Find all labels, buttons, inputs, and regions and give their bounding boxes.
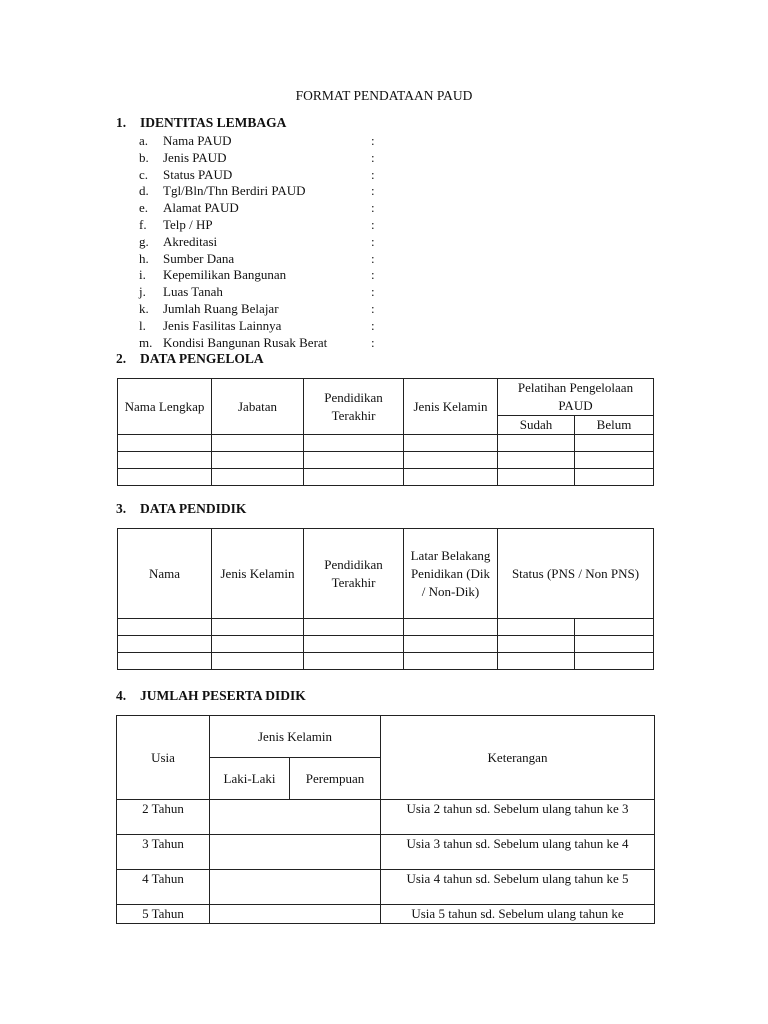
list-item [139, 251, 399, 268]
list-item [139, 318, 399, 335]
table-row [117, 870, 655, 905]
table-cell[interactable] [118, 452, 212, 469]
section-title: DATA PENGELOLA [140, 351, 264, 366]
keterangan-cell: Usia 3 tahun sd. Sebelum ulang tahun ke 4 [381, 835, 655, 870]
header-jenis-kelamin: Jenis Kelamin [210, 716, 381, 758]
item-colon: : [371, 317, 375, 333]
item-label: Telp / HP [163, 216, 213, 232]
item-letter: h. [139, 250, 149, 266]
item-colon: : [371, 300, 375, 316]
section-title: DATA PENDIDIK [140, 501, 247, 516]
item-label: Kondisi Bangunan Rusak Berat [163, 334, 328, 350]
section-title: JUMLAH PESERTA DIDIK [140, 688, 306, 703]
section-number: 3. [116, 501, 127, 516]
page-title: FORMAT PENDATAAN PAUD [295, 88, 473, 103]
item-colon: : [371, 200, 375, 216]
list-item [139, 167, 399, 184]
header-laki-laki: Laki-Laki [210, 758, 290, 800]
list-item [139, 335, 399, 352]
header-sudah: Sudah [498, 416, 575, 435]
usia-cell: 2 Tahun [117, 800, 210, 835]
pendidik-table [117, 528, 654, 670]
table-cell[interactable] [304, 469, 404, 486]
table-cell[interactable] [575, 452, 654, 469]
list-item [139, 217, 399, 234]
item-label: Akreditasi [163, 233, 218, 249]
table-row [117, 800, 655, 835]
item-letter: l. [139, 317, 146, 333]
item-label: Jenis Fasilitas Lainnya [163, 317, 282, 333]
table-cell[interactable] [575, 636, 654, 653]
table-cell[interactable] [575, 435, 654, 452]
section-heading-pendidik [116, 501, 246, 517]
item-letter: j. [139, 284, 146, 300]
table-cell[interactable] [575, 619, 654, 636]
list-item [139, 150, 399, 167]
item-letter: k. [139, 300, 149, 316]
identitas-list [139, 133, 399, 351]
item-colon: : [371, 183, 375, 199]
table-cell[interactable] [212, 653, 304, 670]
section-number: 4. [116, 688, 127, 703]
table-header-row [118, 379, 654, 416]
table-row [118, 452, 654, 469]
header-nama: Nama [118, 529, 212, 619]
table-cell[interactable] [212, 619, 304, 636]
table-cell[interactable] [404, 435, 498, 452]
item-label: Jenis PAUD [163, 149, 227, 165]
table-cell[interactable] [498, 452, 575, 469]
table-cell[interactable] [210, 800, 381, 835]
item-colon: : [371, 166, 375, 182]
table-row [117, 835, 655, 870]
usia-cell: 4 Tahun [117, 870, 210, 905]
list-item [139, 200, 399, 217]
header-pelatihan: Pelatihan Pengelolaan PAUD [498, 379, 654, 416]
header-usia: Usia [117, 716, 210, 800]
pengelola-table [117, 378, 654, 486]
keterangan-cell: Usia 4 tahun sd. Sebelum ulang tahun ke 5 [381, 870, 655, 905]
item-letter: f. [139, 216, 147, 232]
item-letter: d. [139, 183, 149, 199]
table-cell[interactable] [404, 452, 498, 469]
item-letter: c. [139, 166, 149, 182]
header-keterangan: Keterangan [381, 716, 655, 800]
item-letter: m. [139, 334, 153, 350]
table-cell[interactable] [404, 653, 498, 670]
list-item [139, 183, 399, 200]
table-cell[interactable] [304, 452, 404, 469]
table-cell[interactable] [304, 619, 404, 636]
item-colon: : [371, 216, 375, 232]
table-row [118, 653, 654, 670]
table-cell[interactable] [212, 469, 304, 486]
item-label: Tgl/Bln/Thn Berdiri PAUD [163, 183, 306, 199]
usia-cell: 3 Tahun [117, 835, 210, 870]
table-row [118, 619, 654, 636]
item-colon: : [371, 233, 375, 249]
item-colon: : [371, 334, 375, 350]
header-pendidikan: Pendidikan Terakhir [304, 379, 404, 435]
table-row [118, 636, 654, 653]
section-heading-identitas [116, 115, 286, 131]
list-item [139, 301, 399, 318]
item-letter: b. [139, 149, 149, 165]
item-letter: i. [139, 267, 146, 283]
table-cell[interactable] [404, 619, 498, 636]
header-perempuan: Perempuan [290, 758, 381, 800]
peserta-table [116, 715, 655, 924]
header-jabatan: Jabatan [212, 379, 304, 435]
item-letter: g. [139, 233, 149, 249]
table-cell[interactable] [118, 636, 212, 653]
header-status: Status (PNS / Non PNS) [498, 529, 654, 619]
table-cell[interactable] [575, 469, 654, 486]
item-label: Jumlah Ruang Belajar [163, 300, 279, 316]
header-pendidikan: Pendidikan Terakhir [304, 529, 404, 619]
item-colon: : [371, 284, 375, 300]
table-cell[interactable] [212, 636, 304, 653]
item-label: Alamat PAUD [163, 200, 239, 216]
item-colon: : [371, 250, 375, 266]
table-cell[interactable] [118, 469, 212, 486]
table-header-row [118, 529, 654, 619]
table-cell[interactable] [118, 653, 212, 670]
table-cell[interactable] [118, 619, 212, 636]
item-label: Kepemilikan Bangunan [163, 267, 287, 283]
table-cell[interactable] [575, 653, 654, 670]
table-cell[interactable] [498, 619, 575, 636]
table-cell[interactable] [404, 636, 498, 653]
table-cell[interactable] [212, 435, 304, 452]
table-row [118, 435, 654, 452]
header-belum: Belum [575, 416, 654, 435]
table-row [118, 469, 654, 486]
item-letter: a. [139, 133, 149, 148]
table-header-row [117, 716, 655, 758]
usia-cell: 5 Tahun [117, 905, 210, 924]
table-cell[interactable] [304, 653, 404, 670]
table-cell[interactable] [498, 653, 575, 670]
keterangan-cell: Usia 2 tahun sd. Sebelum ulang tahun ke 3 [381, 800, 655, 835]
table-cell[interactable] [210, 870, 381, 905]
table-cell[interactable] [210, 905, 381, 924]
keterangan-cell: Usia 5 tahun sd. Sebelum ulang tahun ke [381, 905, 655, 924]
table-cell[interactable] [498, 435, 575, 452]
item-letter: e. [139, 200, 149, 216]
header-nama-lengkap: Nama Lengkap [118, 379, 212, 435]
header-latar-belakang: Latar Belakang Penidikan (Dik / Non-Dik) [404, 529, 498, 619]
table-cell[interactable] [498, 636, 575, 653]
header-jenis-kelamin: Jenis Kelamin [404, 379, 498, 435]
item-colon: : [371, 267, 375, 283]
table-cell[interactable] [118, 435, 212, 452]
list-item [139, 133, 399, 150]
item-label: Luas Tanah [163, 284, 223, 300]
table-cell[interactable] [212, 452, 304, 469]
table-cell[interactable] [210, 835, 381, 870]
item-label: Nama PAUD [163, 133, 232, 148]
table-cell[interactable] [404, 469, 498, 486]
section-heading-peserta [116, 688, 306, 704]
table-cell[interactable] [498, 469, 575, 486]
item-label: Sumber Dana [163, 250, 235, 266]
list-item [139, 284, 399, 301]
item-label: Status PAUD [163, 166, 233, 182]
section-number: 1. [116, 115, 127, 130]
list-item [139, 267, 399, 284]
section-heading-pengelola [116, 351, 264, 367]
item-colon: : [371, 133, 375, 148]
table-row [117, 905, 655, 924]
section-number: 2. [116, 351, 127, 366]
header-jenis-kelamin: Jenis Kelamin [212, 529, 304, 619]
table-cell[interactable] [304, 435, 404, 452]
list-item [139, 234, 399, 251]
table-cell[interactable] [304, 636, 404, 653]
item-colon: : [371, 149, 375, 165]
section-title: IDENTITAS LEMBAGA [140, 115, 287, 130]
